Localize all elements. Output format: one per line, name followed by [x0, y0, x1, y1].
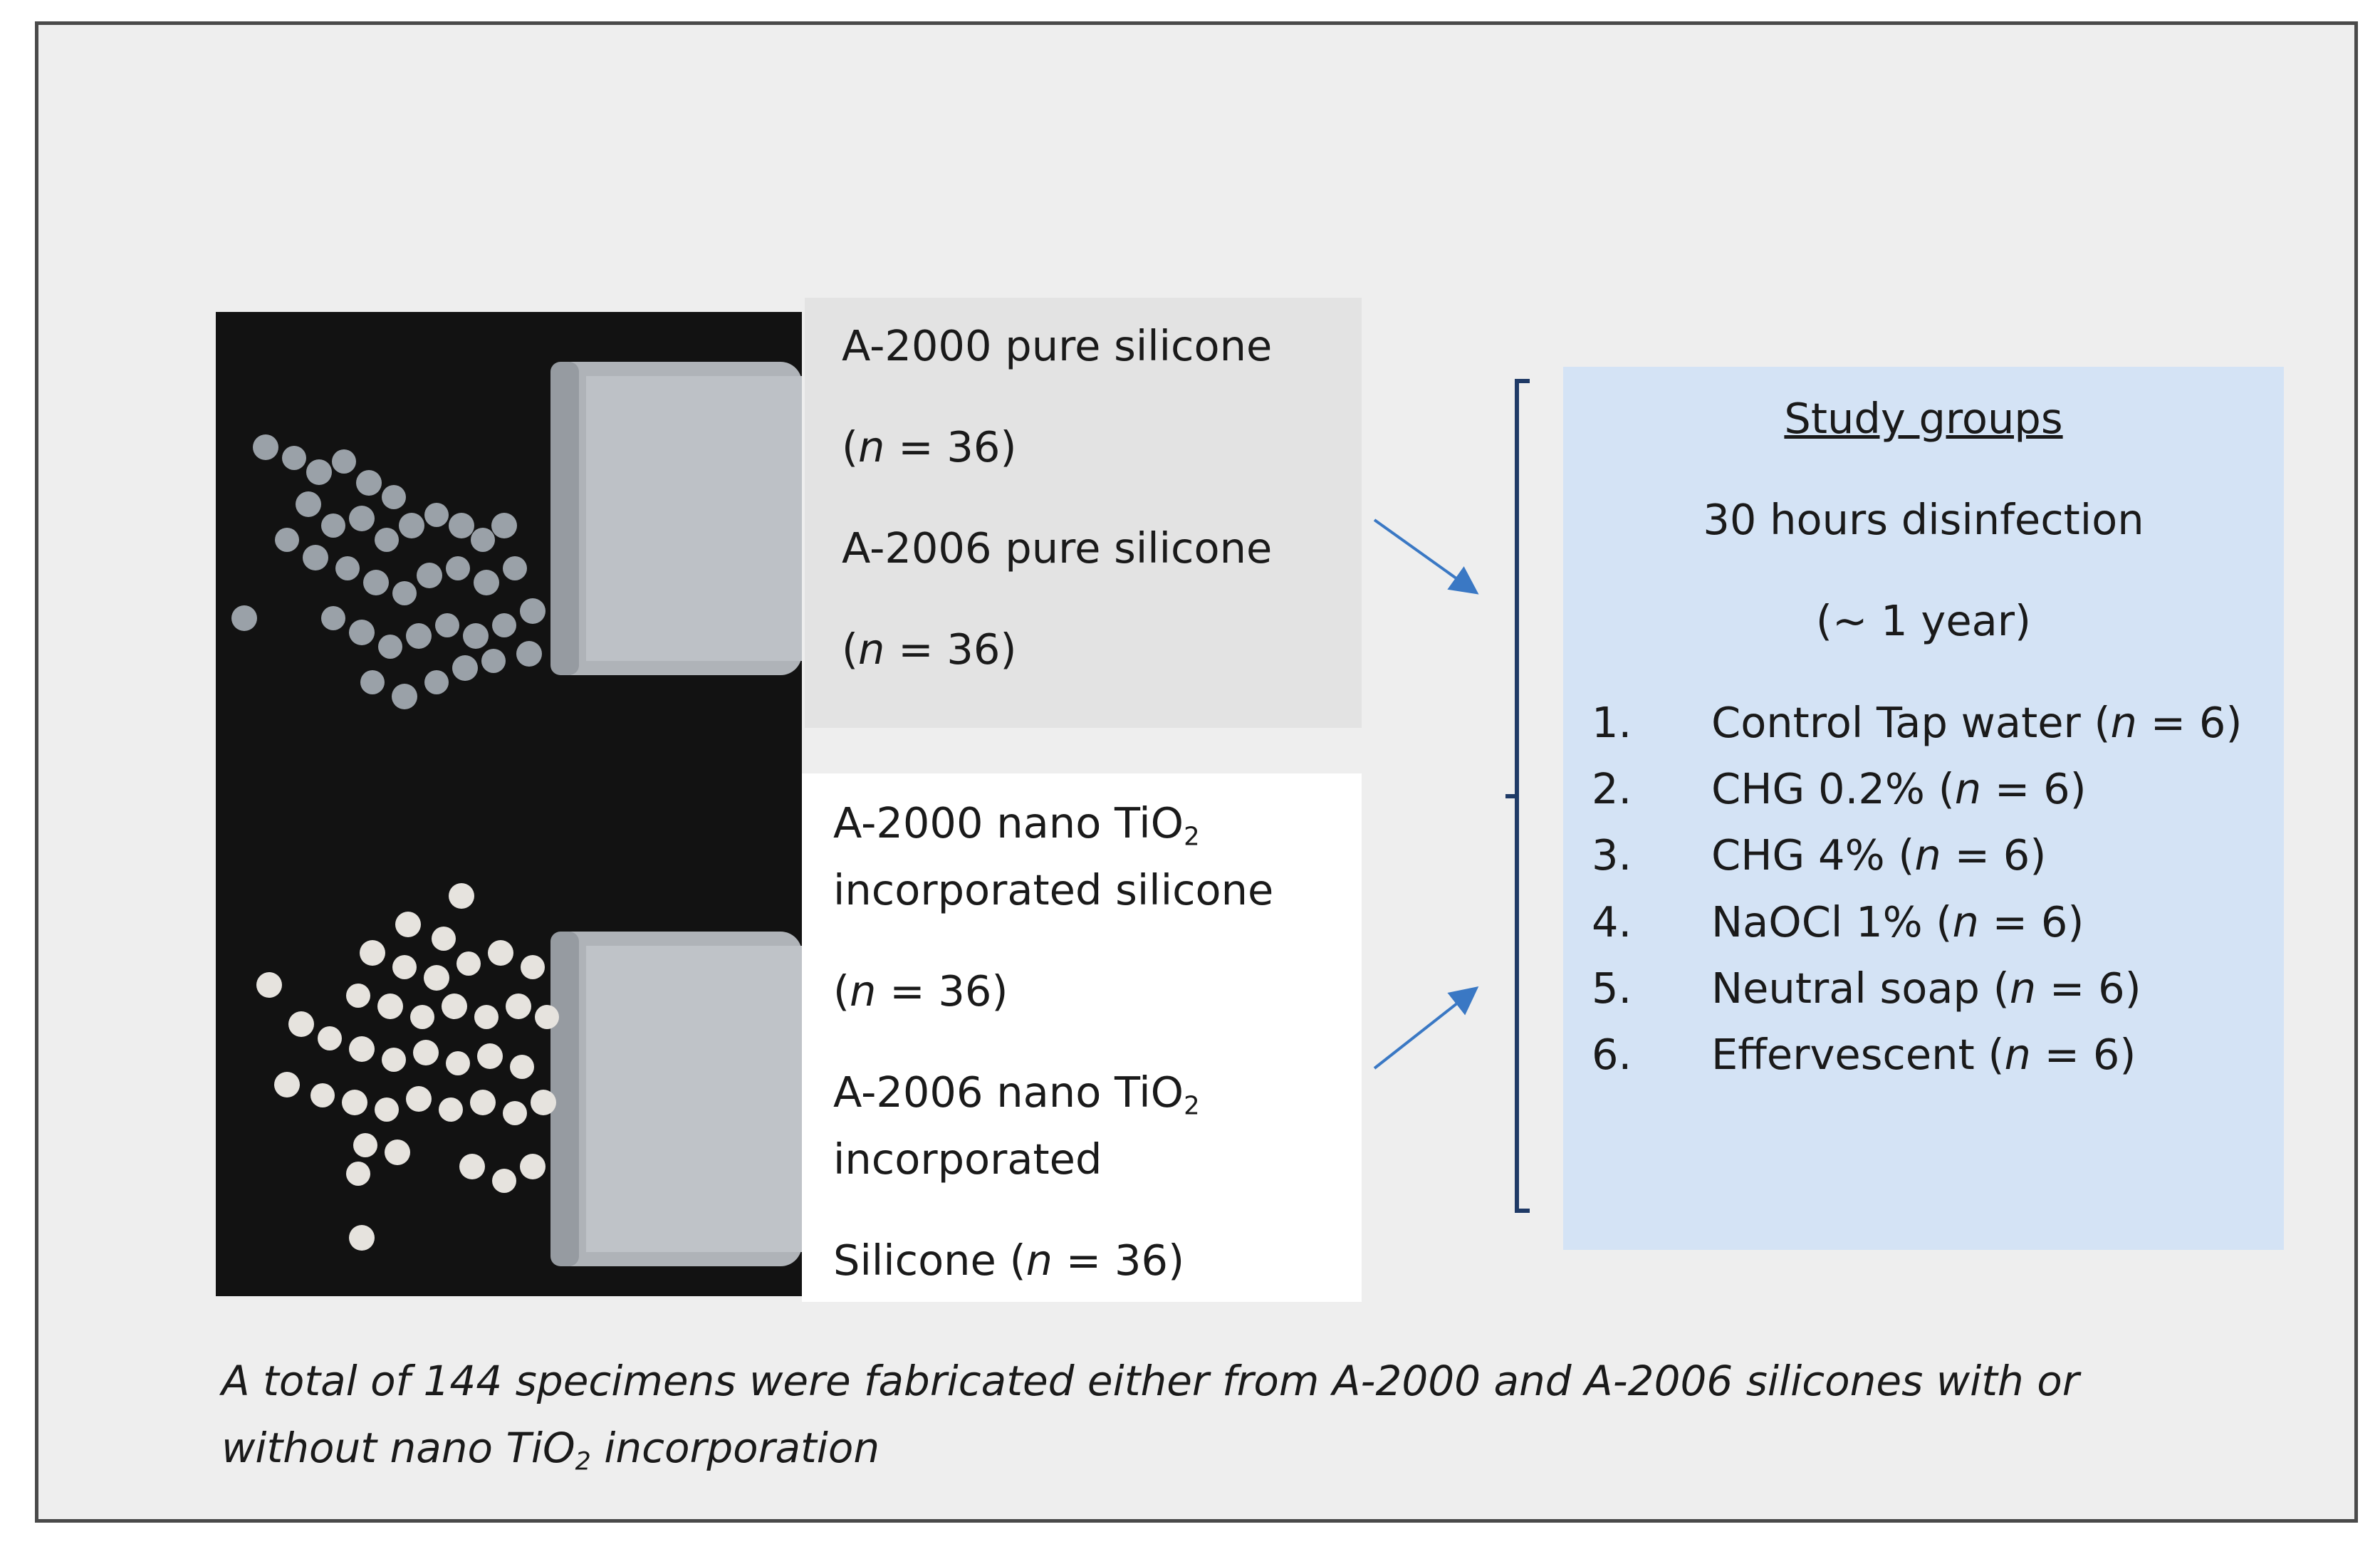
item-number: 1. [1592, 698, 1632, 747]
a2006-nano-line2: incorporated [833, 1135, 1102, 1184]
caption-line2-end: incorporation [604, 1424, 880, 1472]
a2000-nano-count: (n = 36) [833, 966, 1008, 1016]
item-number: 2. [1592, 764, 1632, 813]
bracket [1517, 381, 1530, 1211]
study-item-1: Control Tap water (n = 6) [1711, 698, 2243, 747]
item-label: Effervescent [1711, 1030, 1975, 1079]
subscript: 2 [1184, 1091, 1200, 1121]
a2006-pure-n: 36 [946, 625, 1001, 674]
item-label: CHG 4% [1711, 830, 1885, 880]
item-label: NaOCl 1% [1711, 897, 1923, 947]
subscript: 2 [1184, 822, 1200, 852]
study-item-5: Neutral soap (n = 6) [1711, 964, 2141, 1013]
a2000-pure-n: 36 [946, 422, 1001, 471]
a2006-nano-line1-text: A-2006 nano TiO [833, 1068, 1184, 1117]
item-n: 6 [2098, 964, 2125, 1013]
a2000-pure-count: (n = 36) [842, 422, 1017, 471]
study-duration: (~ 1 year) [1815, 596, 2032, 645]
item-number: 3. [1592, 830, 1632, 880]
a2006-pure-label: A-2006 pure silicone [842, 523, 1273, 573]
a2006-nano-n: 36 [1115, 1236, 1169, 1285]
item-n: 6 [2040, 897, 2068, 947]
study-item-3: CHG 4% (n = 6) [1711, 830, 2047, 880]
a2006-nano-line3: Silicone [833, 1236, 996, 1285]
arrow-top [1374, 520, 1474, 591]
study-subtitle: 30 hours disinfection [1703, 495, 2144, 544]
item-n: 6 [2198, 698, 2226, 747]
study-item-2: CHG 0.2% (n = 6) [1711, 764, 2087, 813]
a2000-nano-line2: incorporated silicone [833, 865, 1274, 914]
caption-line2 [221, 1414, 2215, 1481]
a2006-pure-count: (n = 36) [842, 625, 1017, 674]
item-number: 5. [1592, 964, 1632, 1013]
item-n: 6 [2043, 764, 2070, 813]
caption-line1: A total of 144 specimens were fabricated either from A-2000 and A-2006 silicones with or [221, 1357, 2079, 1405]
arrow-bottom [1374, 990, 1474, 1068]
caption-subscript: 2 [575, 1447, 591, 1476]
item-number: 6. [1592, 1030, 1632, 1079]
item-n: 6 [2092, 1030, 2120, 1079]
a2006-nano-count: Silicone (n = 36) [833, 1236, 1185, 1285]
figure-caption [221, 1347, 2215, 1481]
study-item-6: Effervescent (n = 6) [1711, 1030, 2136, 1079]
study-title: Study groups [1784, 394, 2063, 443]
a2000-nano-n: 36 [938, 966, 992, 1016]
item-number: 4. [1592, 897, 1632, 947]
study-groups-box [1563, 367, 2284, 1250]
item-label: CHG 0.2% [1711, 764, 1925, 813]
study-item-4: NaOCl 1% (n = 6) [1711, 897, 2084, 947]
item-label: Neutral soap [1711, 964, 1980, 1013]
caption-line2-text: without nano TiO [221, 1424, 575, 1472]
item-label: Control Tap water [1711, 698, 2081, 747]
item-n: 6 [2003, 830, 2030, 880]
a2000-nano-line1-text: A-2000 nano TiO [833, 798, 1184, 848]
a2000-pure-label: A-2000 pure silicone [842, 321, 1273, 370]
